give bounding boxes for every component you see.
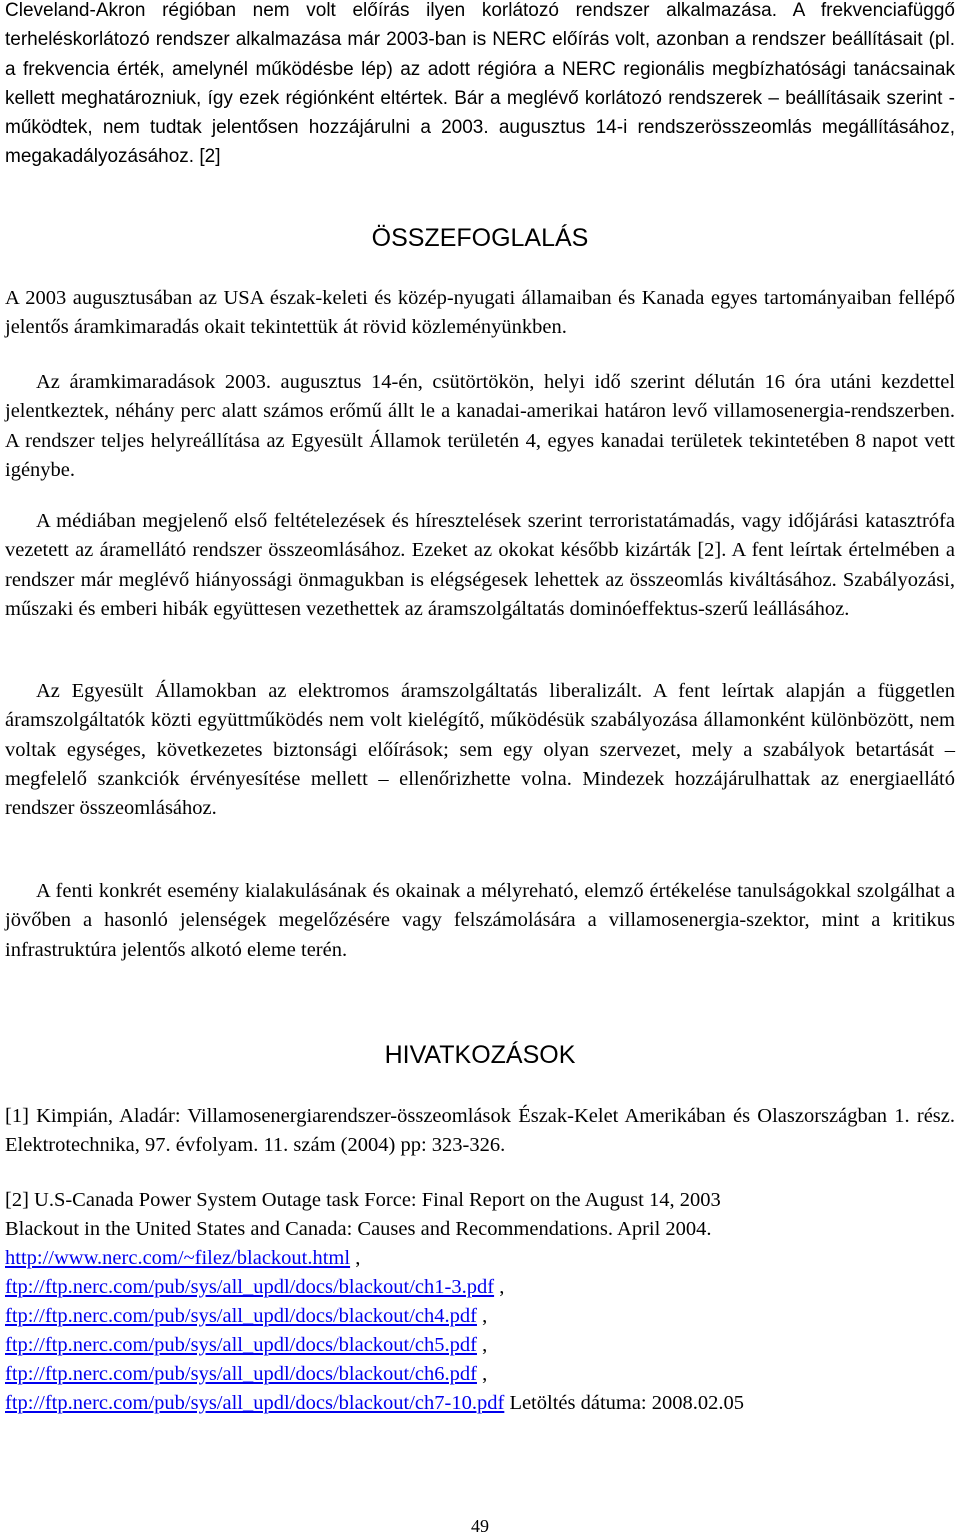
link-separator: , xyxy=(350,1247,361,1269)
reference-2 xyxy=(5,1186,955,1418)
download-date-note: Letöltés dátuma: 2008.02.05 xyxy=(504,1392,745,1414)
intro-paragraph: Cleveland-Akron régióban nem volt előírás ilyen korlátozó rendszer alkalmazása. A frekvenciafüggő terheléskorlátozó rendszer alkalmazása már 2003-ban is NERC előírás volt, azonban a rendszer beállításait (pl. a frekvencia érték, amelynél működésbe lép) az adott régióra a NERC regionális megbízhatósági tanácsainak kellett meghatározniuk, így ezek régiónként eltértek. Bár a meglévő korlátozó rendszerek – beállításaik szerint - működtek, nem tudtak jelentősen hozzájárulni a 2003. augusztus 14-i rendszerösszeomlás megállításához, megakadályozásához. [2] xyxy=(5,0,955,168)
link-separator: , xyxy=(494,1276,505,1298)
summary-paragraph-2: Az áramkimaradások 2003. augusztus 14-én, csütörtökön, helyi idő szerint délután 16 óra utáni kezdettel jelentkeztek, néhány perc alatt számos erőmű állt le a kanadai-amerikai határon levő villamosenergia-rendszerben. A rendszer teljes helyreállítása az Egyesült Államok területén 4, egyes kanadai területek tekintetében 8 napot vett igénybe. xyxy=(5,371,955,481)
reference-link-ch7-10[interactable]: ftp://ftp.nerc.com/pub/sys/all_updl/docs/blackout/ch7-10.pdf xyxy=(5,1392,505,1414)
reference-link-ch4[interactable]: ftp://ftp.nerc.com/pub/sys/all_updl/docs/blackout/ch4.pdf xyxy=(5,1305,477,1327)
summary-paragraph-1: A 2003 augusztusában az USA észak-keleti és közép-nyugati államaiban és Kanada egyes tartományaiban fellépő jelentős áramkimaradás okait tekintettük át rövid közleményünkben. xyxy=(5,287,955,339)
reference-link-row xyxy=(5,1360,955,1389)
reference-link-blackout-html[interactable]: http://www.nerc.com/~filez/blackout.html xyxy=(5,1247,351,1269)
reference-link-ch6[interactable]: ftp://ftp.nerc.com/pub/sys/all_updl/docs/blackout/ch6.pdf xyxy=(5,1363,477,1385)
reference-link-ch1-3[interactable]: ftp://ftp.nerc.com/pub/sys/all_updl/docs/blackout/ch1-3.pdf xyxy=(5,1276,495,1298)
summary-heading: ÖSSZEFOGLALÁS xyxy=(371,224,589,252)
link-separator: , xyxy=(476,1305,488,1327)
link-separator: , xyxy=(476,1334,488,1356)
reference-link-ch5[interactable]: ftp://ftp.nerc.com/pub/sys/all_updl/docs/blackout/ch5.pdf xyxy=(5,1334,477,1356)
link-separator: , xyxy=(476,1363,488,1385)
page-number: 49 xyxy=(471,1516,489,1536)
reference-link-row xyxy=(5,1302,955,1331)
references-heading: HIVATKOZÁSOK xyxy=(384,1041,576,1069)
summary-paragraph-4: Az Egyesült Államokban az elektromos áramszolgáltatás liberalizált. A fent leírtak alapján a független áramszolgáltatók közti együttműködés nem volt kielégítő, működésük szabályozása államonként különbözött, nem voltak egységes, következetes biztonsági előírások; sem egy olyan szervezet, mely a szabályok betartását – megfelelő szankciók érvényesítése mellett – ellenőrizhette volna. Mindezek hozzájárulhattak az energiaellátó rendszer összeomlásához. xyxy=(5,680,955,820)
reference-2-line-1: [2] U.S-Canada Power System Outage task Force: Final Report on the August 14, 2003 xyxy=(5,1189,721,1211)
summary-paragraph-3: A médiában megjelenő első feltételezések és híresztelések szerint terroristatámadás, vagy időjárási katasztrófa vezetett az áramellátó rendszer összeomlásához. Ezeket az okokat később kizárták [2]. A fent leírtak értelmében a rendszer már meglévő hiányossági önmagukban is elégségesek lehettek az összeomlás kiváltásához. Szabályozási, műszaki és emberi hibák együttesen vezethettek az áramszolgáltatás dominóeffektus-szerű leállásához. xyxy=(5,510,955,620)
reference-link-row xyxy=(5,1331,955,1360)
reference-link-row xyxy=(5,1244,955,1273)
summary-paragraph-5: A fenti konkrét esemény kialakulásának és okainak a mélyreható, elemző értékelése tanulságokkal szolgálhat a jövőben a hasonló jelenségek megelőzésére vagy felszámolására a villamosenergia-szektor, mint a kritikus infrastruktúra jelentős alkotó eleme terén. xyxy=(5,880,955,961)
reference-link-row xyxy=(5,1389,955,1418)
reference-link-row xyxy=(5,1273,955,1302)
reference-2-line-2: Blackout in the United States and Canada: Causes and Recommendations. April 2004. xyxy=(5,1218,712,1240)
reference-1: [1] Kimpián, Aladár: Villamosenergiarendszer-összeomlások Észak-Kelet Amerikában és Olaszországban 1. rész. Elektrotechnika, 97. évfolyam. 11. szám (2004) pp: 323-326. xyxy=(5,1105,955,1156)
